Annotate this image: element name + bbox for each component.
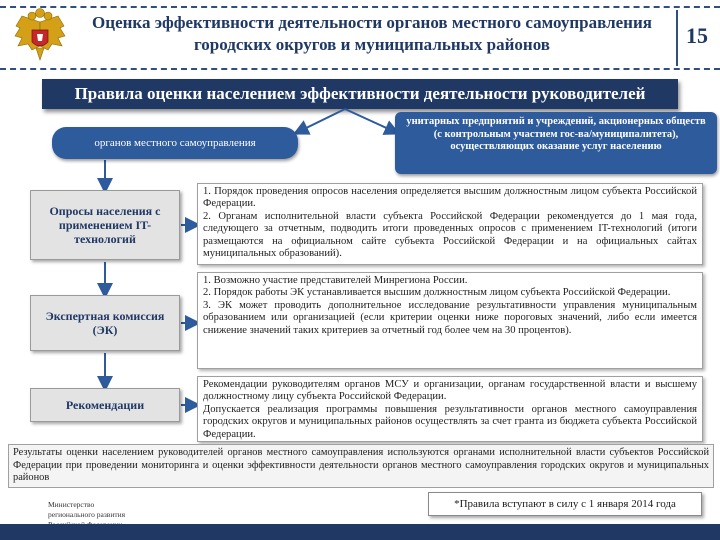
expert-commission-text	[197, 272, 703, 369]
recs-item-1: Рекомендации руководителям органов МСУ и организации, органам государственной власти и высшему должностному лицу субъекта Российской Федерации.	[203, 379, 697, 403]
recs-item-2: Допускается реализация программы повышения результативности органов местного самоуправления городских округов и муниципальных районов осуществлять за счет гранта из бюджета субъекта Российской Федерации.	[203, 403, 697, 440]
surveys-item-1: 1. Порядок проведения опросов населения определяется высшим должностным лицом субъекта Российской Федерации.	[203, 186, 697, 210]
local-government-box: органов местного самоуправления	[52, 127, 298, 159]
surveys-text	[197, 183, 703, 265]
surveys-item-2: 2. Органам исполнительной власти субъекта Российской Федерации рекомендуется до 1 мая года, следующего за отчетным, подводить итоги проведенных опросов с применением IT-технологий (итоги размещаются на официальном сайте субъекта Российской Федерации и на официальных сайтах муниципальных образований).	[203, 210, 697, 260]
footer-strip	[0, 524, 720, 540]
arrow-to-right-box	[345, 109, 393, 131]
expert-item-1: 1. Возможно участие представителей Минрегиона России.	[203, 275, 468, 286]
expert-item-2: 2. Порядок работы ЭК устанавливается высшим должностным лицом субъекта Российской Федерации.	[203, 287, 671, 299]
slide-title	[72, 8, 672, 62]
expert-commission-label: Экспертная комиссия (ЭК)	[30, 295, 180, 351]
results-usage-text: Результаты оценки населением руководителей органов местного самоуправления используются органами исполнительной власти субъектов Российской Федерации при проведении мониторинга и оценки эффективности деятельности органов местного самоуправления городских округов и муниципальных районов	[8, 444, 714, 488]
page-number: 15	[676, 10, 716, 66]
ministry-line-2: регионального развития	[48, 510, 126, 519]
surveys-label: Опросы населения с применением IT-технологий	[30, 190, 180, 260]
arrow-to-left-box	[300, 109, 345, 131]
header-top-divider	[0, 6, 720, 8]
title-line-2: городских округов и муниципальных районов	[194, 35, 550, 54]
ministry-line-1: Министерство	[48, 500, 95, 509]
enterprises-box: унитарных предприятий и учреждений, акционерных обществ (с контрольным участием гос-ва/муниципалитета), осуществляющих оказание услуг населению	[395, 112, 717, 174]
title-line-1: Оценка эффективности деятельности органов местного самоуправления	[92, 13, 652, 32]
recommendations-text	[197, 376, 703, 442]
recommendations-label: Рекомендации	[30, 388, 180, 422]
effective-date-note: *Правила вступают в силу с 1 января 2014 года	[428, 492, 702, 516]
rules-banner: Правила оценки населением эффективности деятельности руководителей	[42, 79, 678, 109]
coat-of-arms-icon	[10, 8, 70, 68]
expert-item-3: 3. ЭК может проводить дополнительное исследование результативности управления муниципальным образованием или организацией (если критерии оценки ниже пороговых значений, либо если имеется снижение значений таких критериев за отчетный год более чем на 30 процентов).	[203, 299, 697, 336]
header-bottom-divider	[0, 68, 720, 70]
